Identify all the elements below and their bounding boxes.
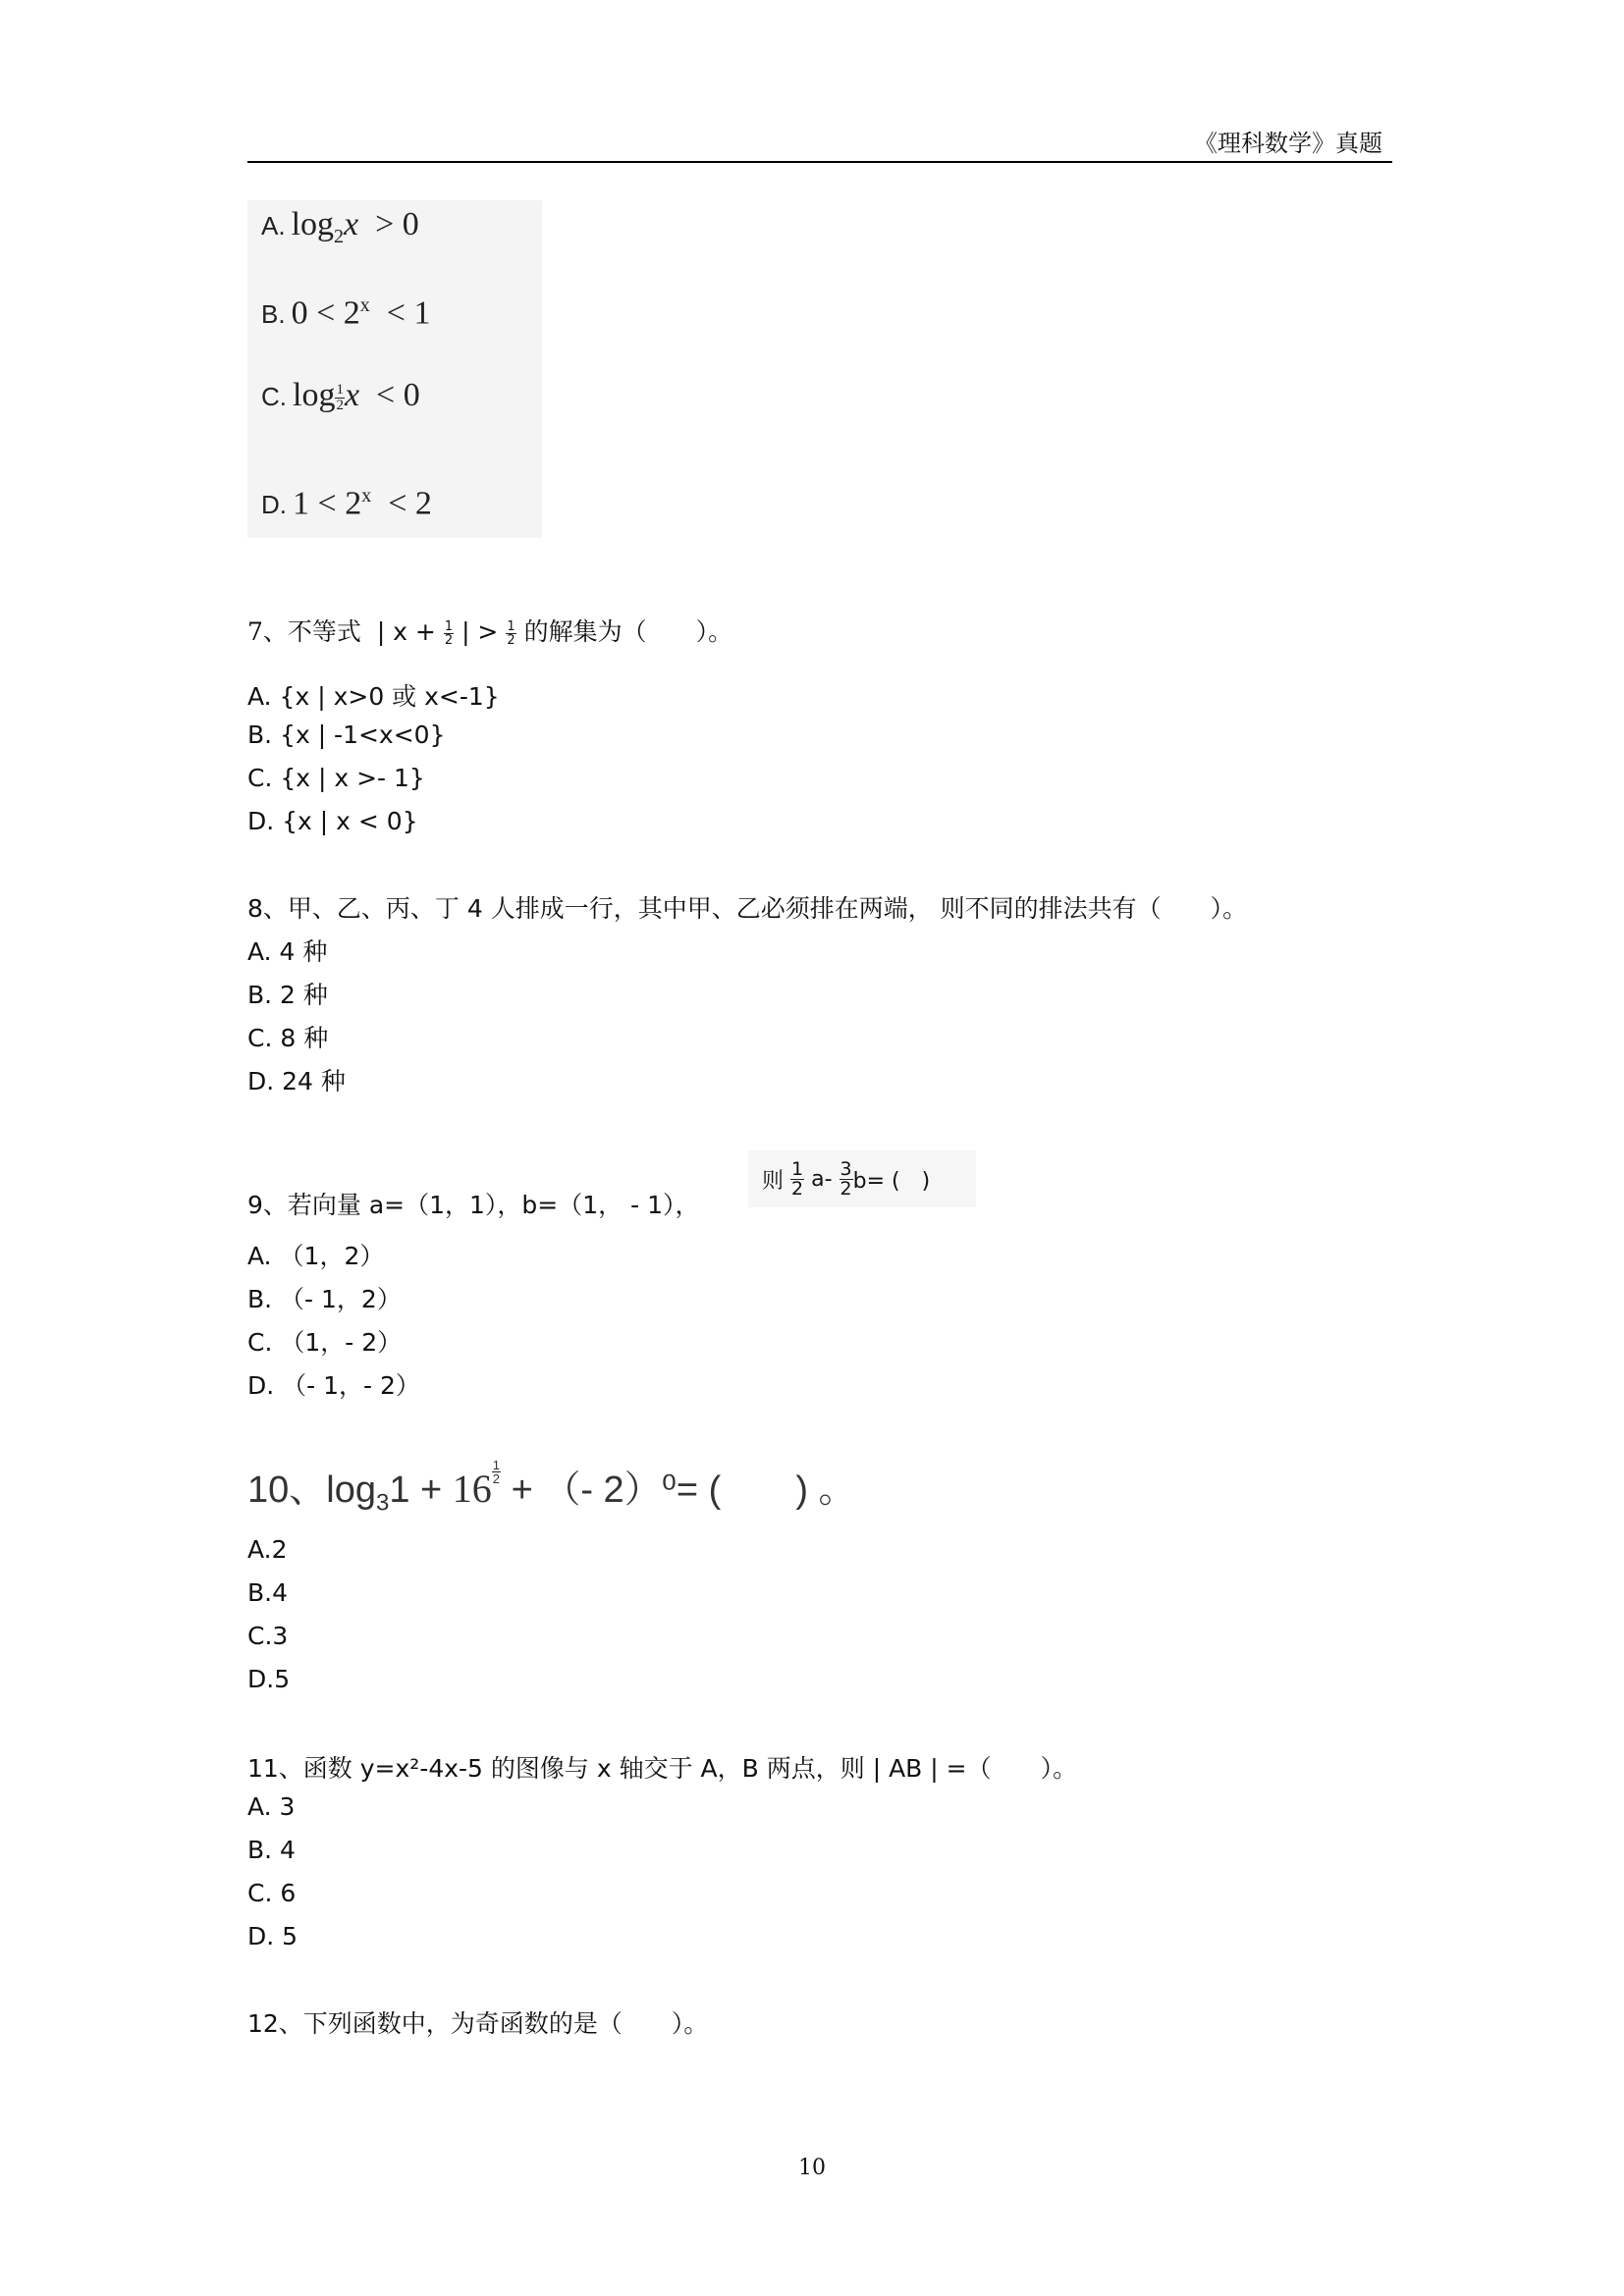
question-8: 8、甲、乙、丙、丁 4 人排成一行，其中甲、乙必须排在两端， 则不同的排法共有（ ）。 (247, 894, 1248, 923)
q7-option-b: B. {x | -1<x<0} (247, 721, 446, 749)
fraction-half: $\frac{1}{2}$ (444, 618, 454, 648)
question-11: 11、函数 y=x²-4x-5 的图像与 x 轴交于 A，B 两点，则 | AB | =（ ）。 (247, 1754, 1078, 1783)
q6-option-a: A. $\log_2x > 0$ (261, 206, 419, 247)
question-7: 7、不等式 | x + $\frac{1}{2}$ | > $\frac{1}{2}$ 的解集为（ ）。 (247, 617, 733, 648)
q8-option-d: D. 24 种 (247, 1067, 346, 1095)
question-6-options-image (247, 200, 542, 538)
q10-option-c: C.3 (247, 1622, 289, 1650)
page-header (247, 120, 1392, 163)
page-number: 10 (798, 2156, 826, 2180)
q9-option-a: A. （1，2） (247, 1242, 385, 1270)
question-9: 9、若向量 a=（1，1），b=（1， - 1）， (247, 1191, 700, 1219)
q10-option-d: D.5 (247, 1665, 291, 1693)
q10-option-b: B.4 (247, 1578, 289, 1607)
q7-option-a: A. {x | x>0 或 x<-1} (247, 682, 500, 711)
q9-option-b: B. （- 1，2） (247, 1285, 402, 1313)
q8-option-b: B. 2 种 (247, 981, 328, 1009)
q6-option-d: D. $1 < 2^x < 2$ (261, 485, 432, 522)
q11-option-d: D. 5 (247, 1922, 298, 1950)
question-9-formula-image: 则 $\frac{1}{2}$ a- $\frac{3}{2}$ b= ( ) (748, 1150, 976, 1207)
q11-option-b: B. 4 (247, 1836, 296, 1864)
q10-option-a: A.2 (247, 1535, 288, 1564)
fraction-half: $\frac{1}{2}$ (507, 618, 515, 648)
q6-option-b: B. $0 < 2^x < 1$ (261, 294, 431, 332)
q6-option-c: C. log $\frac{1}{2}$ x < 0 (261, 377, 420, 413)
q8-option-c: C. 8 种 (247, 1024, 329, 1052)
header-title: 《理科数学》真题 (1194, 130, 1382, 157)
question-10: 10、$\log_31 + 16$ $\frac{1}{2}$ + （- 2）⁰= ( ) 。 (247, 1458, 856, 1517)
question-12: 12、下列函数中，为奇函数的是（ ）。 (247, 2009, 709, 2038)
q9-option-d: D. （- 1，- 2） (247, 1371, 420, 1400)
q11-option-a: A. 3 (247, 1792, 296, 1821)
q7-option-c: C. {x | x >- 1} (247, 764, 425, 792)
q8-option-a: A. 4 种 (247, 937, 328, 966)
q11-option-c: C. 6 (247, 1879, 297, 1907)
q9-option-c: C. （1，- 2） (247, 1328, 403, 1357)
q7-option-d: D. {x | x < 0} (247, 807, 418, 835)
